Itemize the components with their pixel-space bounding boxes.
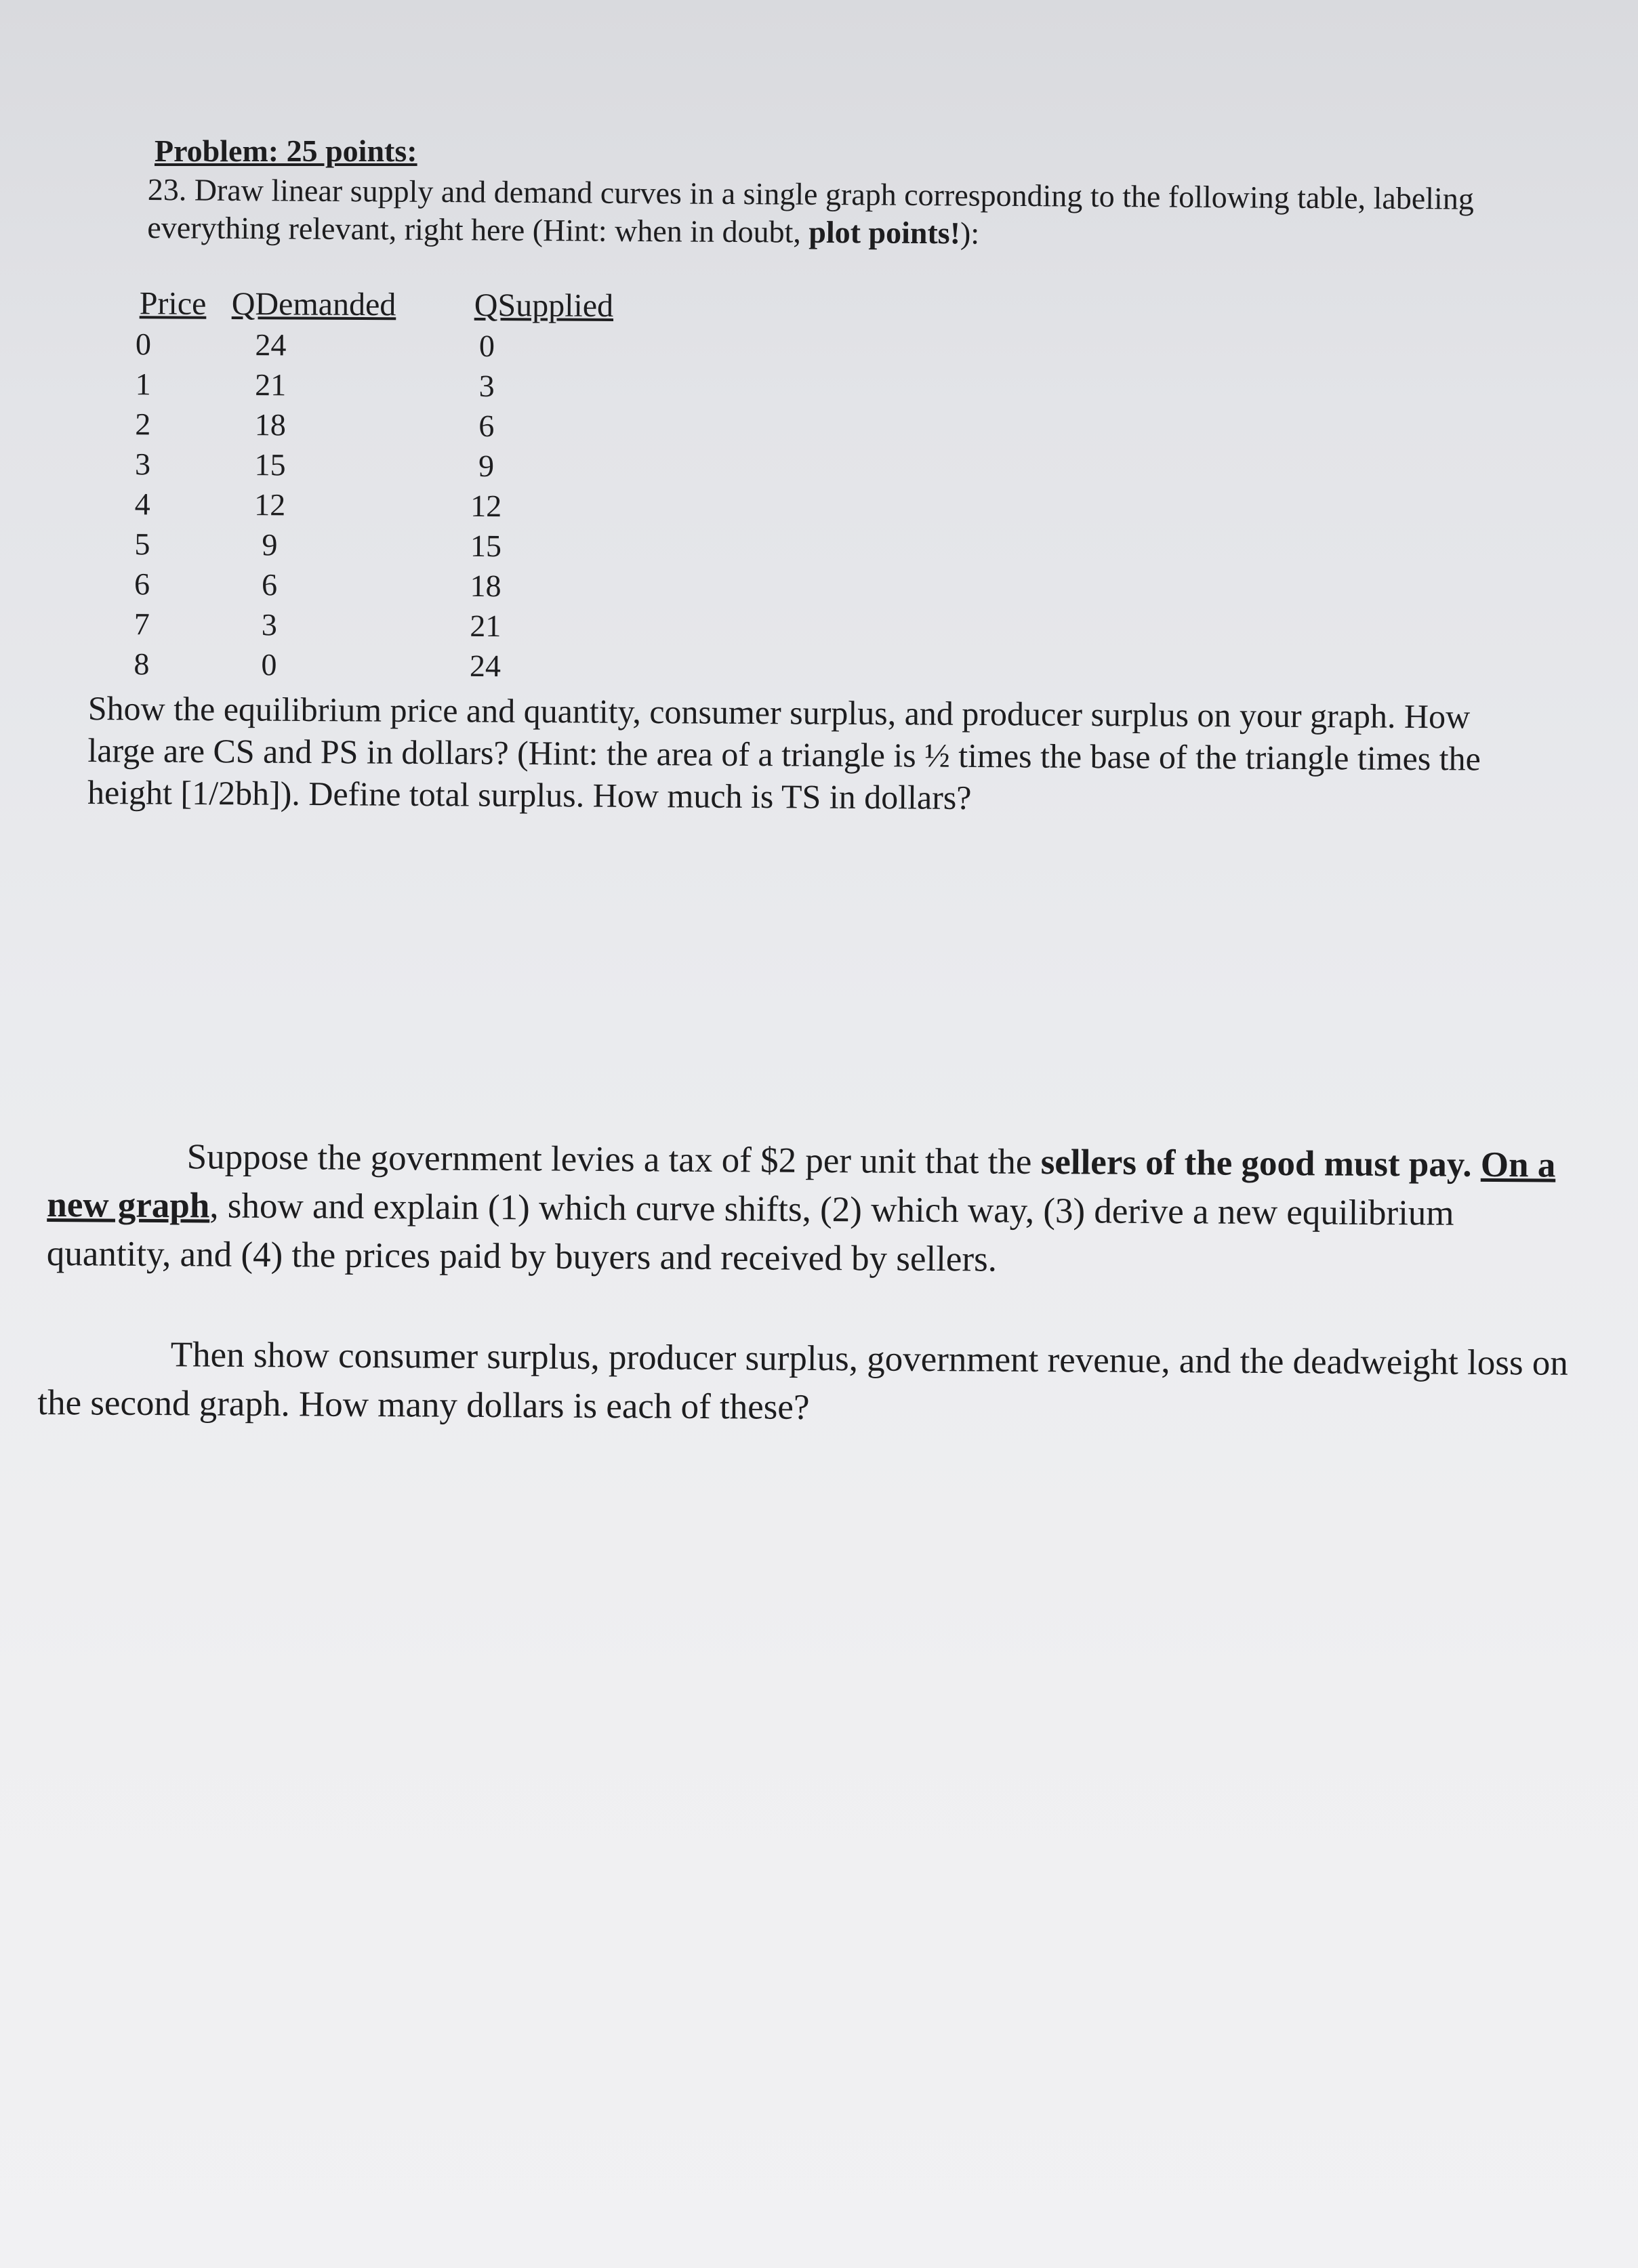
table-cell: 8 [134, 646, 150, 682]
question-number: 23. [147, 171, 187, 207]
table-cell: 12 [254, 487, 286, 522]
question-23 [147, 171, 1537, 256]
table-cell: 9 [478, 448, 495, 484]
table-cell: 15 [254, 447, 286, 482]
table-cell: 21 [470, 608, 501, 644]
table-cell: 24 [469, 648, 501, 684]
table-cell: 15 [470, 528, 502, 564]
table-cell: 18 [470, 568, 501, 604]
table-cell: 24 [255, 327, 287, 363]
table-cell: 0 [135, 327, 152, 362]
tax-text-start: Suppose the government levies a tax of $2 per unit that the [186, 1137, 1032, 1182]
table-cell: 7 [134, 606, 150, 642]
table-cell: 12 [470, 488, 502, 524]
tax-paragraph [47, 1132, 1586, 1287]
qdemanded-column [235, 325, 305, 685]
tax-sellers-bold: sellers of the good must pay. [1040, 1142, 1472, 1184]
table-cell: 0 [261, 647, 277, 682]
header-qsupplied: QSupplied [474, 287, 614, 324]
second-graph-paragraph: Then show consumer surplus, producer surplus, government revenue, and the deadweight loss on the second graph. How many dollars is each of these? [37, 1335, 1569, 1427]
new-graph-underlined: On a new graph [47, 1145, 1556, 1226]
question-text-end: ): [960, 215, 980, 251]
table-cell: 3 [261, 607, 277, 642]
question-text: Draw linear supply and demand curves in a single graph corresponding to the following table, labeling everything relevant, right here (Hint: when in doubt, [147, 172, 1474, 249]
equilibrium-surplus-paragraph: Show the equilibrium price and quantity, consumer surplus, and producer surplus on your graph. How large are CS and PS in dollars? (Hint: the area of a triangle is ½ times the base of the triangle times the height [1/2bh]). Define total surplus. How much is TS in dollars? [87, 688, 1481, 817]
table-cell: 6 [478, 408, 495, 444]
table-cell: 9 [262, 527, 278, 562]
table-cell: 6 [134, 566, 150, 602]
header-qdemanded: QDemanded [231, 286, 396, 323]
table-cell: 2 [135, 407, 151, 442]
tax-text-end: , show and explain (1) which curve shifts, (2) which way, (3) derive a new equilibrium quantity, and (4) the prices paid by buyers and received by sellers. [46, 1186, 1454, 1279]
problem-header: Problem: 25 points: [155, 133, 417, 168]
table-cell: 1 [135, 367, 151, 402]
qsupplied-column [448, 326, 525, 686]
header-price: Price [139, 285, 207, 322]
table-cell: 18 [254, 407, 287, 442]
table-cell: 0 [478, 328, 495, 364]
table-cell: 4 [134, 487, 150, 522]
bleed-through-text [176, 80, 184, 115]
table-cell: 6 [261, 567, 278, 602]
price-quantity-table [100, 278, 712, 688]
table-cell: 21 [255, 367, 287, 403]
price-column [121, 324, 164, 684]
table-cell: 5 [134, 527, 150, 562]
question-bold-hint: plot points! [808, 214, 961, 251]
table-cell: 3 [134, 447, 151, 482]
table-cell: 3 [478, 368, 495, 404]
